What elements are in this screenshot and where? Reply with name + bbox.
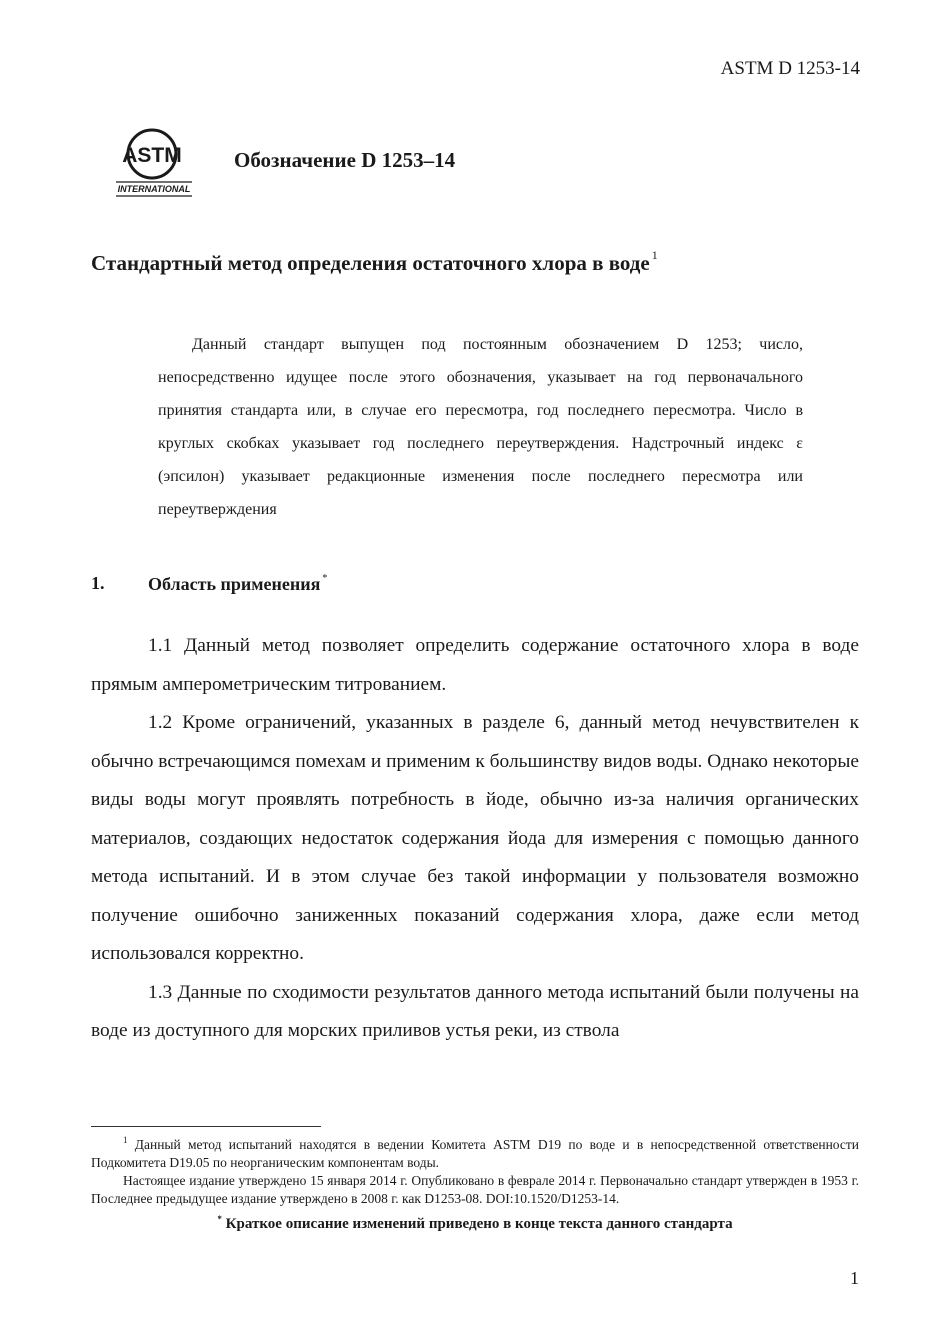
section-number: 1.	[91, 573, 105, 593]
footnote-1	[91, 1131, 859, 1172]
logo-mark-text: ASTM	[122, 144, 182, 167]
section-title: Область применения	[148, 574, 321, 594]
paragraph-1-2: 1.2 Кроме ограничений, указанных в разделе 6, данный метод нечувствителен к обычно встречающимся помехам и применим к большинству видов воды. Однако некоторые виды воды могут проявлять потребность в йоде, обычно из-за наличия органических материалов, создающих недостаток содержания йода для измерения с помощью данного метода испытаний. И в этом случае без такой информации у пользователя возможно получение ошибочно заниженных показаний содержания хлора, даже если метод использовался корректно.	[91, 712, 859, 964]
paragraph-1-1: 1.1 Данный метод позволяет определить содержание остаточного хлора в воде прямым амперометрическим титрованием.	[91, 635, 859, 695]
document-code: ASTM D 1253-14	[720, 58, 860, 79]
title-text: Стандартный метод определения остаточного хлора в воде	[91, 251, 650, 275]
logo-international-text: INTERNATIONAL	[117, 184, 191, 194]
designation: Обозначение D 1253–14	[234, 148, 456, 172]
section-body	[91, 627, 859, 1051]
footnote-1-mark: 1	[123, 1135, 128, 1145]
issuance-note-text: Данный стандарт выпущен под постоянным обозначением D 1253; число, непосредственно идущее после этого обозначения, указывает на год первоначального принятия стандарта или, в случае его пересмотра, год последнего пересмотра. Число в круглых скобках указывает год последнего переутверждения. Надстрочный индекс ε (эпсилон) указывает редакционные изменения после последнего пересмотра или переутверждения	[158, 336, 803, 518]
footnote-star	[91, 1210, 859, 1233]
astm-logo	[112, 126, 196, 202]
title-footnote-mark: 1	[651, 248, 658, 262]
standard-title	[91, 248, 658, 276]
footnote-separator	[91, 1126, 321, 1127]
paragraph-1-3: 1.3 Данные по сходимости результатов данного метода испытаний были получены на воде из доступного для морских приливов устья реки, из ствола	[91, 981, 859, 1041]
footnote-edition: Настоящее издание утверждено 15 января 2014 г. Опубликовано в феврале 2014 г. Первоначально стандарт утвержден в 1953 г. Последнее предыдущее издание утверждено в 2008 г. как D1253-08. DOI:10.1520/D1253-14.	[91, 1173, 859, 1206]
page-number: 1	[850, 1268, 859, 1288]
section-title-mark: *	[322, 573, 328, 584]
footnotes	[91, 1131, 859, 1233]
section-heading	[148, 573, 327, 595]
footnote-1-text: Данный метод испытаний находятся в ведении Комитета ASTM D19 по воде и в непосредственной ответственности Подкомитета D19.05 по неорганическим компонентам воды.	[91, 1137, 860, 1170]
footnote-star-text: Краткое описание изменений приведено в конце текста данного стандарта	[225, 1216, 733, 1232]
footnote-star-mark: *	[217, 1214, 222, 1224]
issuance-note	[158, 328, 803, 526]
